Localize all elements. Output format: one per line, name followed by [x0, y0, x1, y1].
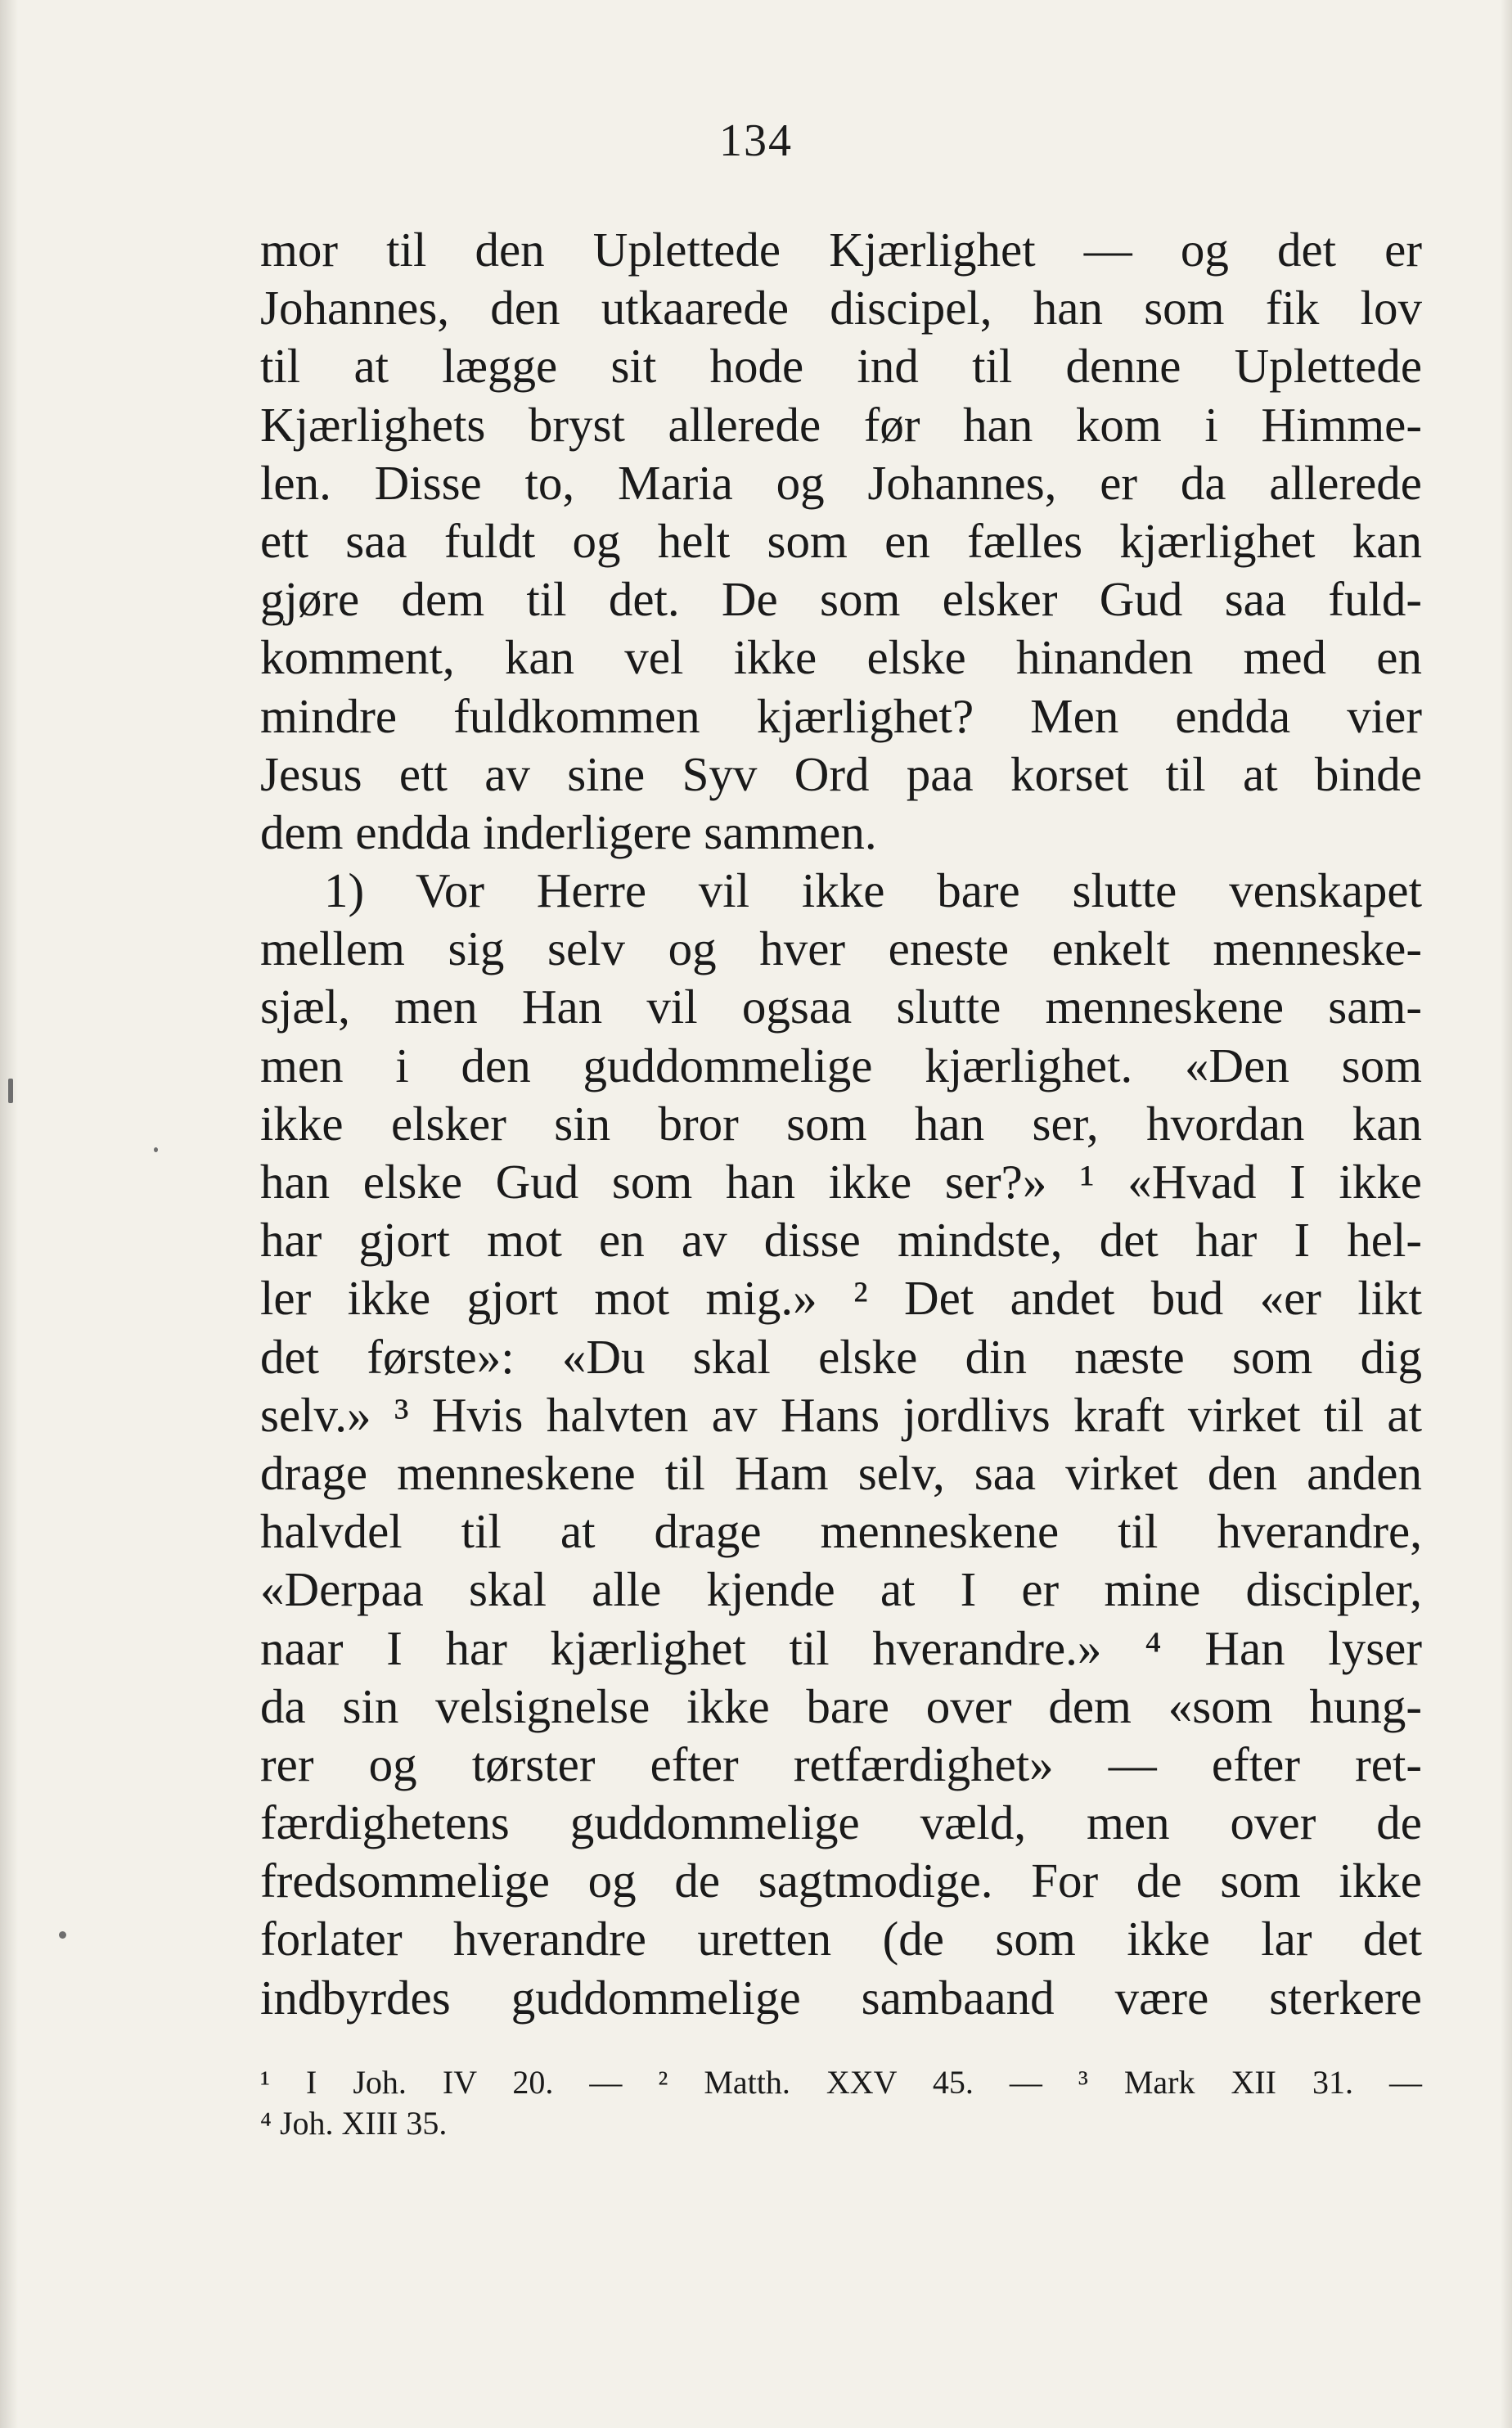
text-line: «Derpaa skal alle kjende at I er mine discipler,	[260, 1562, 1422, 1617]
footnotes	[260, 2062, 1422, 2144]
page-number: 134	[719, 115, 793, 166]
scan-edge-left	[0, 0, 18, 2428]
text-line: halvdel til at drage menneskene til hverandre,	[260, 1504, 1422, 1559]
scan-edge-right	[1501, 0, 1512, 2428]
scan-speck	[59, 1931, 66, 1939]
text-line: rer og tørster efter retfærdighet» — efter ret-	[260, 1737, 1422, 1791]
text-line: komment, kan vel ikke elske hinanden med en	[260, 630, 1422, 685]
text-line: men i den guddommelige kjærlighet. «Den som	[260, 1038, 1422, 1092]
text-line: Jesus ett av sine Syv Ord paa korset til at binde	[260, 746, 1422, 801]
text-line: sjæl, men Han vil ogsaa slutte menneskene sam-	[260, 980, 1422, 1034]
text-line: han elske Gud som han ikke ser?» ¹ «Hvad I ikke	[260, 1155, 1422, 1209]
text-line: forlater hverandre uretten (de som ikke lar det	[260, 1912, 1422, 1966]
footnote-line: ¹ I Joh. IV 20. — ² Matth. XXV 45. — ³ Mark XII 31. —	[260, 2064, 1422, 2101]
text-line: til at lægge sit hode ind til denne Uplettede	[260, 339, 1422, 394]
text-line: da sin velsignelse ikke bare over dem «som hung-	[260, 1678, 1422, 1733]
text-line: len. Disse to, Maria og Johannes, er da allerede	[260, 455, 1422, 510]
body-text	[260, 221, 1422, 2027]
footnote-line: ⁴ Joh. XIII 35.	[260, 2105, 448, 2142]
text-line: naar I har kjærlighet til hverandre.» ⁴ Han lyser	[260, 1620, 1422, 1675]
text-line: Johannes, den utkaarede discipel, han som fik lov	[260, 281, 1422, 336]
scan-speck	[8, 1079, 13, 1103]
text-line: færdighetens guddommelige væld, men over de	[260, 1795, 1422, 1850]
text-line: mellem sig selv og hver eneste enkelt menneske-	[260, 921, 1422, 976]
text-line: mor til den Uplettede Kjærlighet — og det er	[260, 223, 1422, 277]
text-line: 1) Vor Herre vil ikke bare slutte venskapet	[324, 863, 1422, 918]
text-line: fredsommelige og de sagtmodige. For de som ikke	[260, 1854, 1422, 1908]
text-line: har gjort mot en av disse mindste, det har I hel-	[260, 1213, 1422, 1268]
text-line: Kjærlighets bryst allerede før han kom i Himme-	[260, 397, 1422, 452]
text-line: gjøre dem til det. De som elsker Gud saa fuld-	[260, 572, 1422, 627]
text-line: drage menneskene til Ham selv, saa virket den anden	[260, 1445, 1422, 1500]
text-line: selv.» ³ Hvis halvten av Hans jordlivs kraft virket til at	[260, 1387, 1422, 1442]
text-line: ett saa fuldt og helt som en fælles kjærlighet kan	[260, 513, 1422, 568]
text-line: dem endda inderligere sammen.	[260, 804, 877, 859]
text-line: det første»: «Du skal elske din næste som dig	[260, 1329, 1422, 1384]
text-line: ler ikke gjort mot mig.» ² Det andet bud «er likt	[260, 1271, 1422, 1326]
scan-speck	[154, 1147, 158, 1152]
text-line: indbyrdes guddommelige sambaand være sterkere	[260, 1970, 1422, 2025]
text-line: ikke elsker sin bror som han ser, hvordan kan	[260, 1096, 1422, 1151]
text-line: mindre fuldkommen kjærlighet? Men endda vier	[260, 688, 1422, 743]
